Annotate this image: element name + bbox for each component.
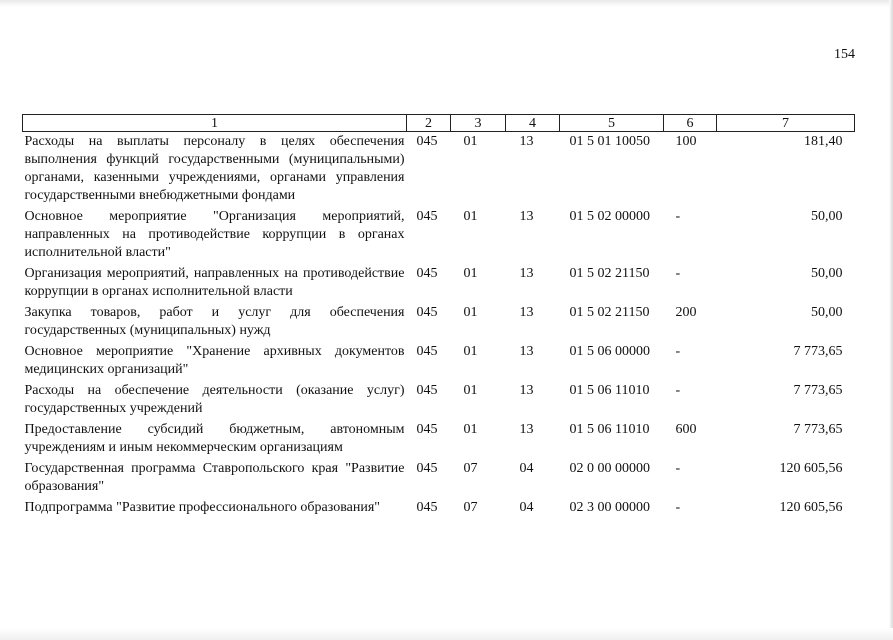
- row-ved: 045: [416, 344, 438, 359]
- row-name: Основное мероприятие "Организация мероприятий, направленных на противодействие коррупции в органах исполнительной власти": [24, 209, 405, 260]
- row-name: Организация мероприятий, направленных на противодействие коррупции в органах исполнительной власти: [24, 266, 405, 299]
- row-sum: 7 773,65: [793, 383, 843, 398]
- table-row: [23, 382, 855, 421]
- row-ved: 045: [416, 305, 438, 320]
- row-name: Расходы на обеспечение деятельности (оказание услуг) государственных учреждений: [24, 383, 405, 416]
- row-sum: 50,00: [811, 209, 843, 224]
- row-sum: 120 605,56: [779, 461, 843, 476]
- header-cell-1: 1: [23, 115, 407, 132]
- table-row: [23, 132, 855, 209]
- row-vr: 600: [675, 422, 697, 437]
- table-row: [23, 265, 855, 304]
- row-rz: 07: [463, 461, 478, 476]
- row-pr: 13: [519, 422, 534, 437]
- row-ved: 045: [416, 209, 438, 224]
- table-row: [23, 499, 855, 520]
- row-ved: 045: [416, 461, 438, 476]
- table-row: [23, 208, 855, 265]
- header-cell-5: 5: [560, 115, 664, 132]
- table-row: [23, 343, 855, 382]
- row-ved: 045: [416, 500, 438, 515]
- row-vr: -: [675, 461, 681, 476]
- scan-edge-bottom: [0, 628, 893, 640]
- row-pr: 13: [519, 266, 534, 281]
- row-ved: 045: [416, 383, 438, 398]
- row-rz: 07: [463, 500, 478, 515]
- row-pr: 04: [519, 500, 534, 515]
- row-csr: 01 5 06 00000: [569, 344, 650, 359]
- row-rz: 01: [463, 344, 478, 359]
- row-sum: 50,00: [811, 266, 843, 281]
- row-vr: -: [675, 383, 681, 398]
- row-csr: 01 5 02 00000: [569, 209, 650, 224]
- row-csr: 02 3 00 00000: [569, 500, 650, 515]
- row-vr: -: [675, 209, 681, 224]
- table-body: [23, 132, 855, 521]
- row-name: Подпрограмма "Развитие профессионального образования": [24, 500, 380, 515]
- row-vr: -: [675, 266, 681, 281]
- budget-table: [22, 114, 855, 520]
- row-ved: 045: [416, 266, 438, 281]
- table-row: [23, 304, 855, 343]
- row-csr: 01 5 02 21150: [569, 266, 650, 281]
- row-pr: 13: [519, 344, 534, 359]
- row-sum: 7 773,65: [793, 344, 843, 359]
- row-name: Закупка товаров, работ и услуг для обеспечения государственных (муниципальных) нужд: [24, 305, 405, 338]
- row-vr: 100: [675, 134, 697, 149]
- row-pr: 04: [519, 461, 534, 476]
- table-row: [23, 421, 855, 460]
- row-rz: 01: [463, 383, 478, 398]
- row-name: Государственная программа Ставропольского края "Развитие образования": [24, 461, 405, 494]
- row-sum: 50,00: [811, 305, 843, 320]
- row-ved: 045: [416, 134, 438, 149]
- scan-edge-right: [889, 0, 893, 640]
- row-name: Предоставление субсидий бюджетным, автономным учреждениям и иным некоммерческим организациям: [24, 422, 405, 455]
- header-cell-7: 7: [717, 115, 855, 132]
- row-pr: 13: [519, 305, 534, 320]
- row-csr: 01 5 02 21150: [569, 305, 650, 320]
- header-cell-4: 4: [506, 115, 560, 132]
- table-row: [23, 460, 855, 499]
- header-cell-3: 3: [451, 115, 506, 132]
- row-vr: -: [675, 344, 681, 359]
- row-pr: 13: [519, 134, 534, 149]
- row-rz: 01: [463, 134, 478, 149]
- page-number: 154: [834, 47, 855, 62]
- header-cell-6: 6: [664, 115, 717, 132]
- header-row: [23, 115, 855, 132]
- row-csr: 01 5 06 11010: [569, 422, 650, 437]
- row-sum: 181,40: [804, 134, 843, 149]
- row-vr: -: [675, 500, 681, 515]
- row-sum: 7 773,65: [793, 422, 843, 437]
- row-rz: 01: [463, 209, 478, 224]
- row-rz: 01: [463, 305, 478, 320]
- header-cell-2: 2: [407, 115, 451, 132]
- row-rz: 01: [463, 266, 478, 281]
- row-pr: 13: [519, 209, 534, 224]
- table-header: [23, 115, 855, 132]
- row-name: Основное мероприятие "Хранение архивных документов медицинских организаций": [24, 344, 405, 377]
- row-vr: 200: [675, 305, 697, 320]
- row-csr: 02 0 00 00000: [569, 461, 650, 476]
- row-name: Расходы на выплаты персоналу в целях обеспечения выполнения функций государственными (муниципальными) органами, казенными учреждениями, органами управления государственными внебюджетными фондами: [24, 134, 405, 203]
- row-pr: 13: [519, 383, 534, 398]
- row-csr: 01 5 06 11010: [569, 383, 650, 398]
- row-csr: 01 5 01 10050: [569, 134, 650, 149]
- row-ved: 045: [416, 422, 438, 437]
- row-rz: 01: [463, 422, 478, 437]
- scan-edge-top: [0, 0, 893, 7]
- row-sum: 120 605,56: [779, 500, 843, 515]
